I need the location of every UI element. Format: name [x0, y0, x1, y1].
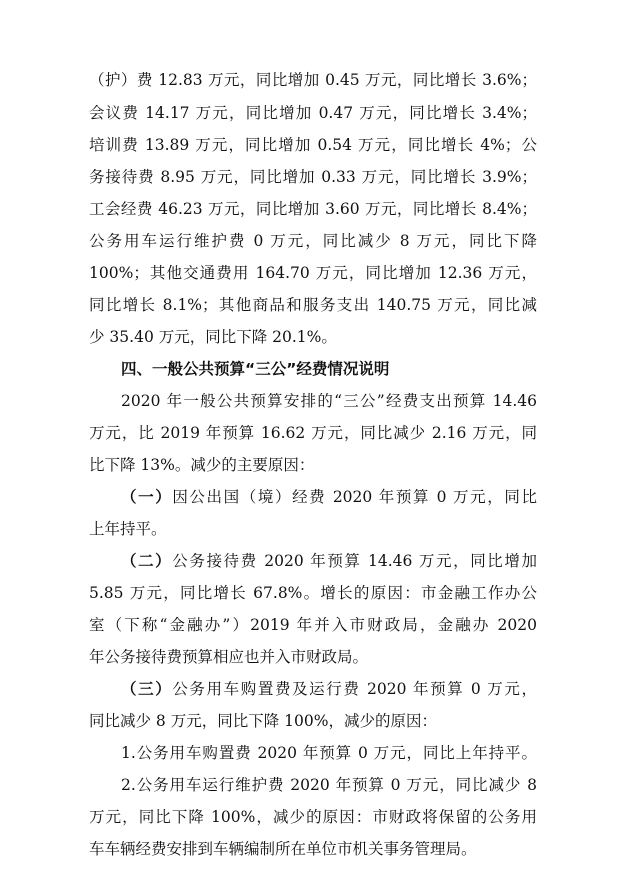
body-line: 年公务接待费预算相应也并入市财政局。	[89, 648, 369, 666]
body-line: 100%；其他交通费用 164.70 万元，同比增加 12.36 万元，	[89, 264, 537, 282]
body-line: 5.85 万元，同比增长 67.8%。增长的原因：市金融工作办公	[89, 584, 537, 602]
body-line: 万元，同比下降 100%，减少的原因：市财政将保留的公务用	[89, 808, 537, 826]
body-line: 会议费 14.17 万元，同比增加 0.47 万元，同比增长 3.4%；	[89, 104, 537, 122]
item-text: 因公出国（境）经费 2020 年预算 0 万元，同比	[172, 488, 537, 506]
body-line: （护）费 12.83 万元，同比增加 0.45 万元，同比增长 3.6%；	[89, 71, 537, 89]
body-line: 2.公务用车运行维护费 2020 年预算 0 万元，同比减少 8	[121, 776, 537, 794]
body-line: 上年持平。	[89, 520, 167, 538]
item-label: （三）	[121, 680, 173, 698]
body-line: 车车辆经费安排到车辆编制所在单位市机关事务管理局。	[89, 840, 477, 858]
body-line: 公务用车运行维护费 0 万元，同比减少 8 万元，同比下降	[89, 232, 537, 250]
section-heading: 四、一般公共预算“三公”经费情况说明	[121, 360, 390, 378]
item-text: 公务接待费 2020 年预算 14.46 万元，同比增加	[172, 552, 537, 570]
body-line: 室（下称“金融办”）2019 年并入市财政局，金融办 2020	[89, 616, 537, 634]
body-line: 培训费 13.89 万元，同比增加 0.54 万元，同比增长 4%；公	[89, 136, 537, 154]
item-label: （一）	[121, 488, 173, 506]
body-line: 2020 年一般公共预算安排的“三公”经费支出预算 14.46	[121, 392, 537, 410]
body-line: 万元，比 2019 年预算 16.62 万元，同比减少 2.16 万元，同	[89, 424, 537, 442]
item-two-line	[121, 550, 537, 572]
body-line: 比下降 13%。减少的主要原因：	[89, 456, 315, 474]
body-line: 工会经费 46.23 万元，同比增加 3.60 万元，同比增长 8.4%；	[89, 200, 537, 218]
body-line: 少 35.40 万元，同比下降 20.1%。	[89, 328, 337, 346]
item-three-line	[121, 678, 537, 700]
body-line: 同比减少 8 万元，同比下降 100%，减少的原因：	[89, 712, 437, 730]
body-line: 1.公务用车购置费 2020 年预算 0 万元，同比上年持平。	[121, 744, 537, 762]
item-one-line	[121, 486, 537, 508]
item-text: 公务用车购置费及运行费 2020 年预算 0 万元，	[172, 680, 537, 698]
body-line: 同比增长 8.1%；其他商品和服务支出 140.75 万元，同比减	[89, 296, 537, 314]
body-line: 务接待费 8.95 万元，同比增加 0.33 万元，同比增长 3.9%；	[89, 168, 537, 186]
item-label: （二）	[121, 552, 173, 570]
